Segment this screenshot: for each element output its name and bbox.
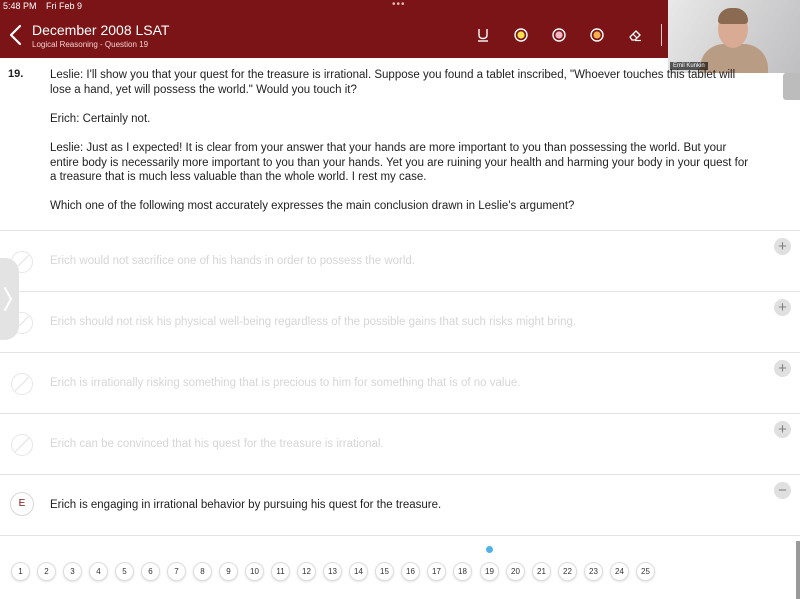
back-chevron-icon[interactable] [6,22,26,48]
highlighter-yellow-icon[interactable] [514,28,528,42]
page-button-22[interactable]: 22 [558,562,577,581]
divider [0,474,800,475]
video-call-thumbnail[interactable] [668,0,800,73]
page-button-18[interactable]: 18 [453,562,472,581]
page-button-1[interactable]: 1 [11,562,30,581]
divider [0,535,800,536]
page-button-13[interactable]: 13 [323,562,342,581]
page-button-19-current[interactable]: 19 [480,562,499,581]
question-stem [50,68,755,229]
header-divider [661,24,662,46]
page-button-23[interactable]: 23 [584,562,603,581]
choice-e-text[interactable]: Erich is engaging in irrational behavior by pursuing his quest for the treasure. [50,499,442,511]
page-button-14[interactable]: 14 [349,562,368,581]
page-button-7[interactable]: 7 [167,562,186,581]
stem-paragraph: Leslie: I'll show you that your quest for the treasure is irrational. Suppose you found a tablet inscribed, "Whoever touches this tablet will lose a hand, yet will possess the world." Would you touch it? [50,69,736,96]
divider [0,413,800,414]
expand-choice-b-button[interactable]: + [774,299,791,316]
current-question-indicator [486,546,493,553]
page-button-5[interactable]: 5 [115,562,134,581]
page-button-9[interactable]: 9 [219,562,238,581]
scroll-indicator[interactable] [796,541,800,599]
choice-e-letter[interactable]: E [10,492,34,516]
chevron-right-icon [3,286,13,312]
page-button-8[interactable]: 8 [193,562,212,581]
page-button-2[interactable]: 2 [37,562,56,581]
drawer-pull-tab[interactable] [0,258,19,340]
expand-choice-c-button[interactable]: + [774,360,791,377]
divider [0,291,800,292]
stem-paragraph: Erich: Certainly not. [50,112,151,125]
divider [0,352,800,353]
page-button-20[interactable]: 20 [506,562,525,581]
side-panel-tab[interactable] [783,73,800,100]
page-button-3[interactable]: 3 [63,562,82,581]
page-button-11[interactable]: 11 [271,562,290,581]
question-pager [0,541,800,599]
question-number: 19. [8,68,24,80]
choice-a-text[interactable]: Erich would not sacrifice one of his hands in order to possess the world. [50,255,415,267]
page-button-16[interactable]: 16 [401,562,420,581]
page-button-15[interactable]: 15 [375,562,394,581]
status-time: 5:48 PM [3,1,37,11]
underline-icon[interactable] [476,28,490,42]
highlighter-pink-icon[interactable] [552,28,566,42]
participant-name: Emil Kunkin [670,62,708,70]
page-button-24[interactable]: 24 [610,562,629,581]
multitasking-dots[interactable]: ••• [392,0,406,10]
divider [0,230,800,231]
page-button-21[interactable]: 21 [532,562,551,581]
expand-choice-a-button[interactable]: + [774,238,791,255]
page-title: December 2008 LSAT [32,22,170,38]
collapse-choice-e-button[interactable]: − [774,482,791,499]
page-button-25[interactable]: 25 [636,562,655,581]
choice-d-text[interactable]: Erich can be convinced that his quest for the treasure is irrational. [50,438,384,450]
eraser-icon[interactable] [628,28,642,42]
page-button-10[interactable]: 10 [245,562,264,581]
question-prompt: Which one of the following most accurately expresses the main conclusion drawn in Leslie's argument? [50,200,575,213]
highlighter-orange-icon[interactable] [590,28,604,42]
person-hair [718,8,748,24]
stem-paragraph: Leslie: Just as I expected! It is clear from your answer that your hands are more important to you than possessing the world. But your entire body is necessarily more important to you than your hands. Yet you are ruining your health and harming your body in your quest for a treasure that is much less valuable than the whole world. I rest my case. [50,141,749,184]
choice-b-text[interactable]: Erich should not risk his physical well-being regardless of the possible gains that such risks might bring. [50,316,577,328]
page-button-12[interactable]: 12 [297,562,316,581]
page-button-17[interactable]: 17 [427,562,446,581]
choice-c-text[interactable]: Erich is irrationally risking something that is precious to him for something that is of no value. [50,377,521,389]
eliminated-choice-c-icon[interactable] [10,372,34,396]
page-button-6[interactable]: 6 [141,562,160,581]
eliminated-choice-d-icon[interactable] [10,433,34,457]
expand-choice-d-button[interactable]: + [774,421,791,438]
status-date: Fri Feb 9 [46,1,83,11]
page-subtitle: Logical Reasoning - Question 19 [32,40,149,49]
page-button-4[interactable]: 4 [89,562,108,581]
